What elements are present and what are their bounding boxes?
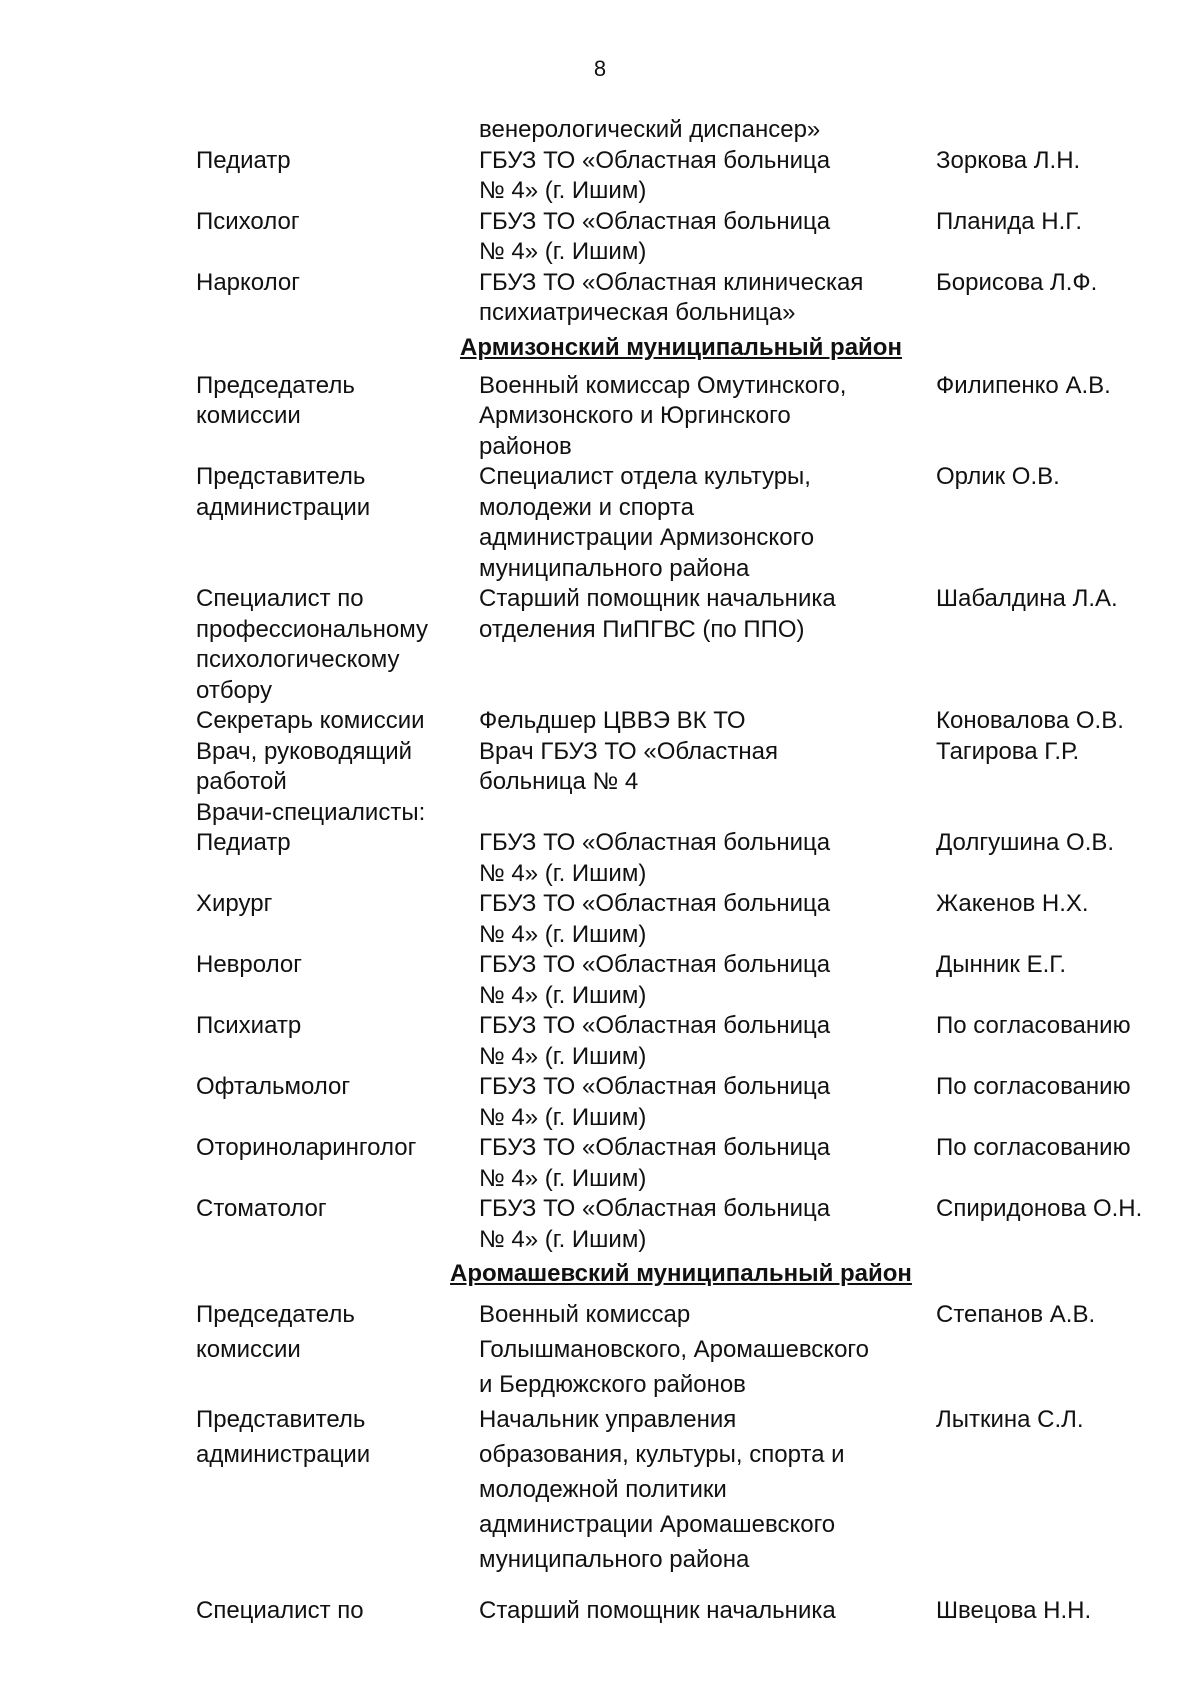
role-cell: Нарколог <box>196 268 300 296</box>
table-row <box>196 584 1186 706</box>
organization-cell: Военный комиссар Омутинского, Армизонского и Юргинского районов <box>479 371 847 460</box>
table-row <box>196 1593 1186 1628</box>
page-number: 8 <box>593 56 607 81</box>
name-cell: Долгушина О.В. <box>936 829 1115 856</box>
role-cell: Специалист по <box>196 1597 364 1624</box>
table-row <box>196 1072 1186 1133</box>
role-cell: Врач, руководящий работой <box>196 737 413 795</box>
role-cell: Председатель комиссии <box>196 371 355 429</box>
district-heading-aromashevo: Аромашевский муниципальный район <box>450 1260 912 1287</box>
name-cell <box>936 115 1186 146</box>
role-cell: Психиатр <box>196 1012 302 1039</box>
name-cell: По согласованию <box>936 1073 1131 1100</box>
organization-cell: ГБУЗ ТО «Областная клиническая психиатрическая больница» <box>479 268 864 326</box>
table-row <box>196 1133 1186 1194</box>
table-row <box>196 462 1186 584</box>
organization-cell: ГБУЗ ТО «Областная больница № 4» (г. Ишим) <box>479 1195 831 1253</box>
organization-cell: Врач ГБУЗ ТО «Областная больница № 4 <box>479 737 778 795</box>
name-cell: Швецова Н.Н. <box>936 1597 1092 1624</box>
role-cell: Педиатр <box>196 146 291 174</box>
table-row <box>196 706 1186 737</box>
role-cell: Председатель комиссии <box>196 1301 355 1363</box>
table-row <box>196 828 1186 889</box>
role-cell: Стоматолог <box>196 1195 327 1222</box>
name-cell: Тагирова Г.Р. <box>936 737 1080 765</box>
name-cell: По согласованию <box>936 1134 1131 1161</box>
role-cell: Оториноларинголог <box>196 1134 417 1161</box>
organization-cell: ГБУЗ ТО «Областная больница № 4» (г. Ишим) <box>479 1134 831 1192</box>
name-cell: Филипенко А.В. <box>936 371 1111 399</box>
table-row <box>196 1194 1186 1255</box>
name-cell: Степанов А.В. <box>936 1301 1096 1328</box>
name-cell: Коновалова О.В. <box>936 707 1124 734</box>
organization-cell: Специалист отдела культуры, молодежи и спорта администрации Армизонского муниципального района <box>479 463 815 582</box>
organization-cell: ГБУЗ ТО «Областная больница № 4» (г. Ишим) <box>479 1073 831 1131</box>
role-cell: Невролог <box>196 951 302 978</box>
role-cell <box>196 115 479 146</box>
organization-cell: Начальник управления образования, культуры, спорта и молодежной политики администрации Аромашевского муниципального района <box>479 1406 845 1573</box>
organization-cell <box>479 798 936 829</box>
organization-cell: ГБУЗ ТО «Областная больница № 4» (г. Ишим) <box>479 146 831 204</box>
name-cell: Жакенов Н.Х. <box>936 890 1089 917</box>
name-cell <box>936 798 1186 829</box>
table-row <box>196 371 1186 463</box>
role-cell: Представитель администрации <box>196 1406 371 1468</box>
role-cell: Офтальмолог <box>196 1073 351 1100</box>
name-cell: Лыткина С.Л. <box>936 1406 1084 1433</box>
role-cell: Психолог <box>196 207 300 235</box>
role-cell: Специалист по профессиональному психологическому отбору <box>196 585 429 704</box>
table-row <box>196 798 1186 829</box>
name-cell: Дынник Е.Г. <box>936 951 1066 978</box>
name-cell: Борисова Л.Ф. <box>936 268 1098 296</box>
organization-cell: ГБУЗ ТО «Областная больница № 4» (г. Ишим) <box>479 829 831 887</box>
commission-table-armizon <box>196 371 1186 1256</box>
commission-table-continued <box>196 115 1186 329</box>
name-cell: Зоркова Л.Н. <box>936 146 1081 174</box>
organization-cell: ГБУЗ ТО «Областная больница № 4» (г. Ишим) <box>479 951 831 1009</box>
name-cell: Орлик О.В. <box>936 463 1060 490</box>
table-row <box>196 950 1186 1011</box>
organization-cell: Фельдшер ЦВВЭ ВК ТО <box>479 707 746 734</box>
name-cell: По согласованию <box>936 1012 1131 1039</box>
role-cell: Хирург <box>196 890 273 917</box>
organization-cell: венерологический диспансер» <box>479 116 821 143</box>
table-row <box>196 737 1186 798</box>
table-row <box>196 207 1186 268</box>
organization-cell: ГБУЗ ТО «Областная больница № 4» (г. Ишим) <box>479 890 831 948</box>
organization-cell: ГБУЗ ТО «Областная больница № 4» (г. Ишим) <box>479 207 831 265</box>
organization-cell: ГБУЗ ТО «Областная больница № 4» (г. Ишим) <box>479 1012 831 1070</box>
commission-table-aromashevo <box>196 1297 1186 1628</box>
table-row <box>196 268 1186 329</box>
role-cell: Врачи-специалисты: <box>196 798 426 826</box>
table-row <box>196 146 1186 207</box>
table-row <box>196 115 1186 146</box>
district-heading-armizon: Армизонский муниципальный район <box>460 333 902 361</box>
table-row <box>196 889 1186 950</box>
organization-cell: Старший помощник начальника <box>479 1597 836 1624</box>
role-cell: Педиатр <box>196 829 291 856</box>
table-row <box>196 1011 1186 1072</box>
organization-cell: Старший помощник начальника отделения ПиПГВС (по ППО) <box>479 585 836 643</box>
role-cell: Секретарь комиссии <box>196 707 425 734</box>
table-row <box>196 1402 1186 1577</box>
name-cell: Шабалдина Л.А. <box>936 585 1118 612</box>
organization-cell: Военный комиссар Голышмановского, Аромашевского и Бердюжского районов <box>479 1301 869 1398</box>
role-cell: Представитель администрации <box>196 463 371 521</box>
table-row <box>196 1297 1186 1402</box>
name-cell: Спиридонова О.Н. <box>936 1195 1143 1222</box>
commission-document <box>196 115 1186 1628</box>
name-cell: Планида Н.Г. <box>936 207 1083 235</box>
